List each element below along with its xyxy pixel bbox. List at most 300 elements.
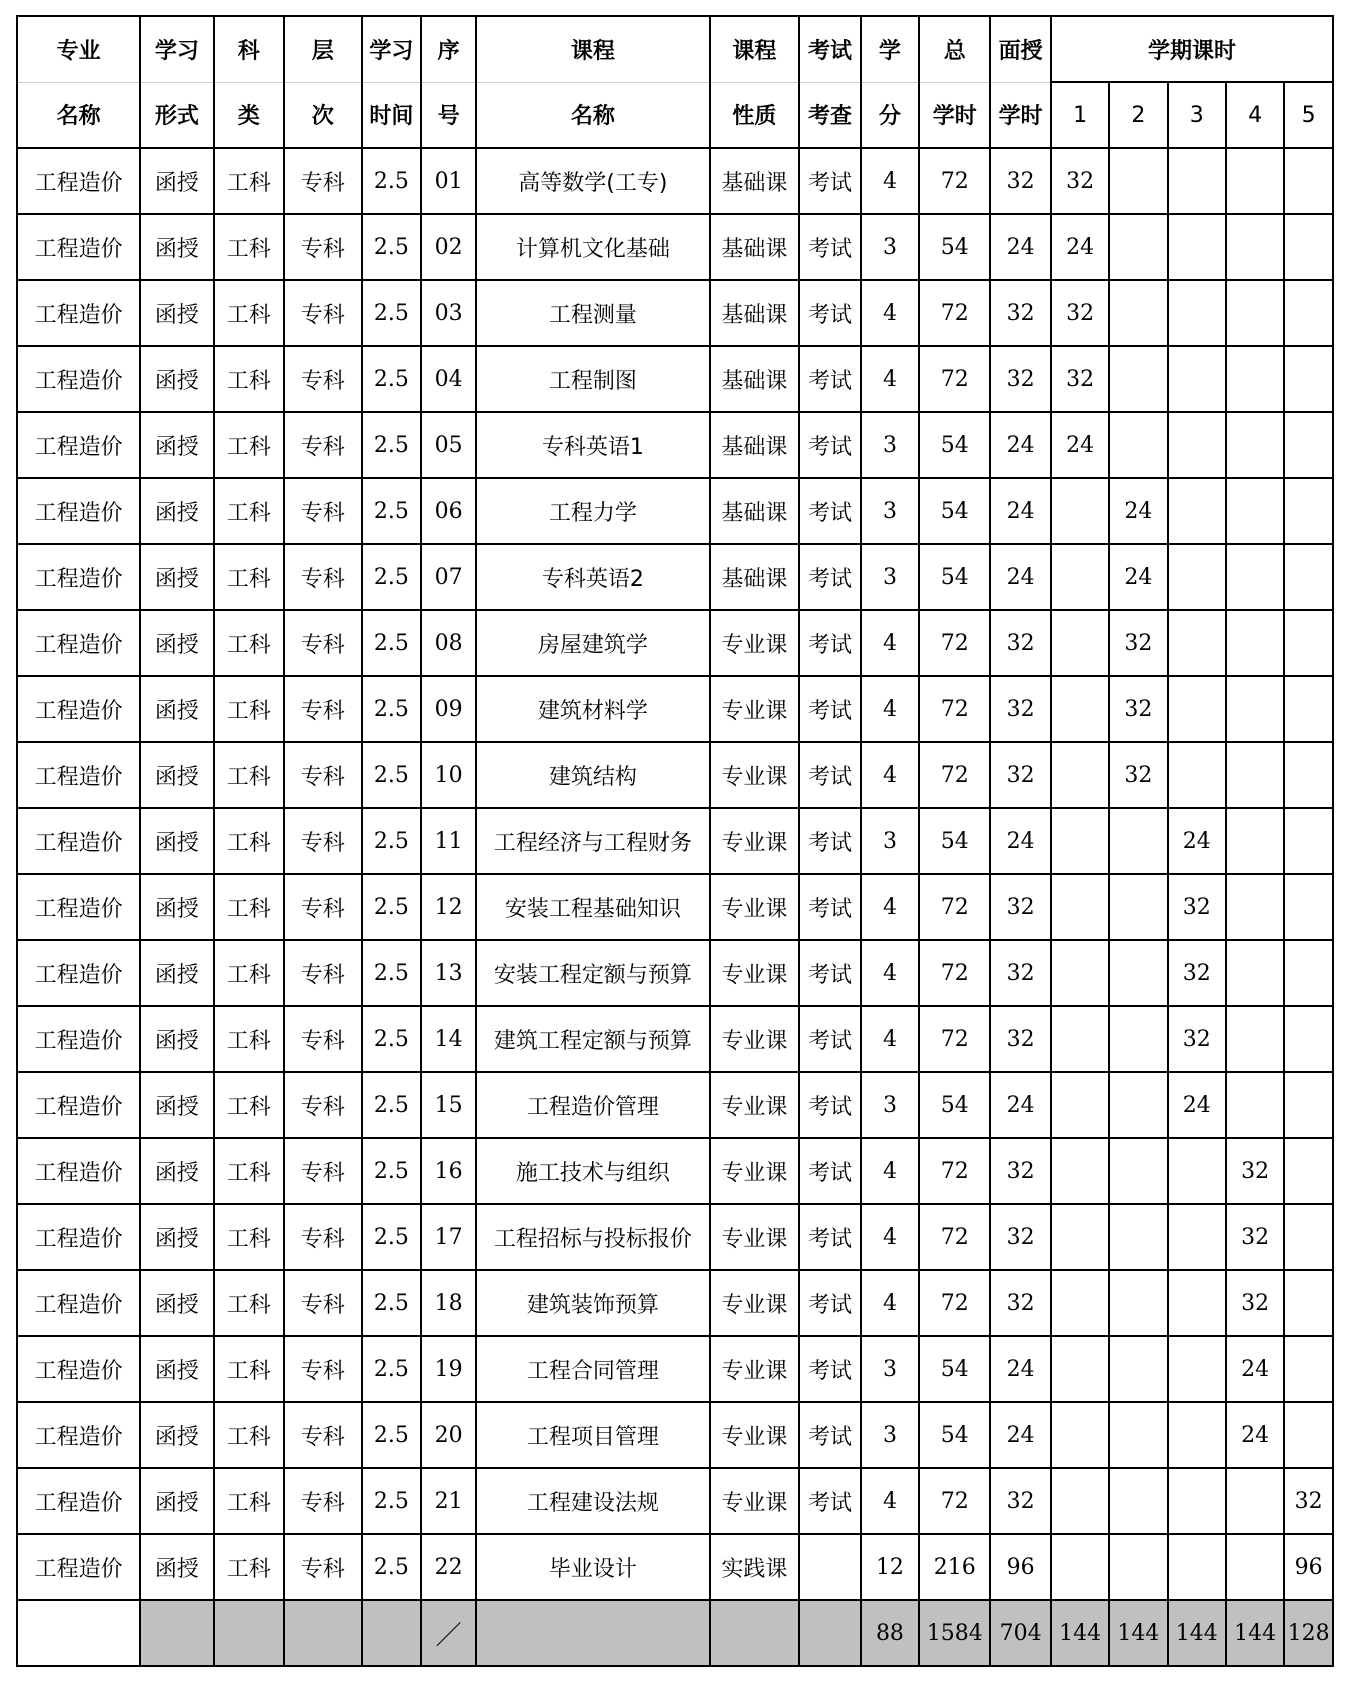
cell-category: 工科 bbox=[214, 544, 284, 610]
cell-category: 工科 bbox=[214, 1336, 284, 1402]
cell-credit: 3 bbox=[861, 478, 919, 544]
cell-total-hours: 54 bbox=[919, 1402, 990, 1468]
cell-face-hours: 24 bbox=[990, 808, 1051, 874]
table-row bbox=[17, 1270, 1333, 1336]
cell-term-3: 32 bbox=[1168, 1006, 1226, 1072]
cell-term-4 bbox=[1226, 1072, 1284, 1138]
cell-form: 函授 bbox=[140, 940, 213, 1006]
header-nature: 课程 bbox=[710, 16, 800, 82]
cell-nature: 专业课 bbox=[710, 610, 800, 676]
cell-total-hours: 72 bbox=[919, 1006, 990, 1072]
cell-level: 专科 bbox=[284, 544, 362, 610]
cell-term-2: 32 bbox=[1109, 742, 1167, 808]
cell-form: 函授 bbox=[140, 1534, 213, 1600]
cell-number: 05 bbox=[421, 412, 476, 478]
cell-term-4 bbox=[1226, 676, 1284, 742]
cell-face-hours: 24 bbox=[990, 1336, 1051, 1402]
cell-number: 02 bbox=[421, 214, 476, 280]
cell-term-5 bbox=[1284, 214, 1333, 280]
cell-level: 专科 bbox=[284, 148, 362, 214]
cell-total-hours: 72 bbox=[919, 1204, 990, 1270]
cell-term-1: 32 bbox=[1051, 346, 1109, 412]
cell-exam: 考试 bbox=[799, 1402, 861, 1468]
cell-exam: 考试 bbox=[799, 874, 861, 940]
cell-credit: 12 bbox=[861, 1534, 919, 1600]
cell-major: 工程造价 bbox=[17, 478, 140, 544]
cell-term-5 bbox=[1284, 544, 1333, 610]
cell-term-2 bbox=[1109, 808, 1167, 874]
header-row-1 bbox=[17, 16, 1333, 82]
cell-number: 10 bbox=[421, 742, 476, 808]
cell-term-1 bbox=[1051, 742, 1109, 808]
cell-credit: 3 bbox=[861, 808, 919, 874]
cell-major: 工程造价 bbox=[17, 1204, 140, 1270]
cell-nature: 专业课 bbox=[710, 808, 800, 874]
totals-label-cell bbox=[17, 1600, 140, 1666]
header-major: 专业 bbox=[17, 16, 140, 82]
cell-term-2 bbox=[1109, 1336, 1167, 1402]
table-row bbox=[17, 1204, 1333, 1270]
table-row bbox=[17, 874, 1333, 940]
cell-number: 16 bbox=[421, 1138, 476, 1204]
cell-form: 函授 bbox=[140, 1072, 213, 1138]
header-face-hours: 面授 bbox=[990, 16, 1051, 82]
cell-term-3 bbox=[1168, 1336, 1226, 1402]
cell-term-5 bbox=[1284, 1402, 1333, 1468]
header-level-2: 次 bbox=[284, 82, 362, 148]
cell-face-hours: 24 bbox=[990, 214, 1051, 280]
cell-course: 毕业设计 bbox=[476, 1534, 709, 1600]
cell-term-4: 24 bbox=[1226, 1336, 1284, 1402]
cell-total-hours: 72 bbox=[919, 676, 990, 742]
header-total-hours-2: 学时 bbox=[919, 82, 990, 148]
cell-term-4 bbox=[1226, 346, 1284, 412]
cell-years: 2.5 bbox=[362, 1270, 421, 1336]
cell-term-3 bbox=[1168, 1534, 1226, 1600]
cell-level: 专科 bbox=[284, 412, 362, 478]
cell-face-hours: 32 bbox=[990, 610, 1051, 676]
cell-credit: 3 bbox=[861, 1402, 919, 1468]
table-row bbox=[17, 280, 1333, 346]
totals-empty-cell bbox=[710, 1600, 800, 1666]
cell-years: 2.5 bbox=[362, 478, 421, 544]
cell-years: 2.5 bbox=[362, 1138, 421, 1204]
cell-total-hours: 54 bbox=[919, 544, 990, 610]
cell-nature: 实践课 bbox=[710, 1534, 800, 1600]
cell-years: 2.5 bbox=[362, 1006, 421, 1072]
cell-number: 08 bbox=[421, 610, 476, 676]
cell-years: 2.5 bbox=[362, 1336, 421, 1402]
header-term-2: 2 bbox=[1109, 82, 1167, 148]
header-face-hours-2: 学时 bbox=[990, 82, 1051, 148]
cell-years: 2.5 bbox=[362, 742, 421, 808]
cell-nature: 专业课 bbox=[710, 676, 800, 742]
cell-credit: 4 bbox=[861, 940, 919, 1006]
cell-exam bbox=[799, 1534, 861, 1600]
cell-number: 15 bbox=[421, 1072, 476, 1138]
cell-major: 工程造价 bbox=[17, 874, 140, 940]
cell-term-2 bbox=[1109, 214, 1167, 280]
cell-total-hours: 54 bbox=[919, 214, 990, 280]
cell-level: 专科 bbox=[284, 610, 362, 676]
cell-term-1: 32 bbox=[1051, 148, 1109, 214]
cell-credit: 4 bbox=[861, 346, 919, 412]
header-course-2: 名称 bbox=[476, 82, 709, 148]
cell-form: 函授 bbox=[140, 1336, 213, 1402]
totals-empty-cell bbox=[214, 1600, 284, 1666]
cell-years: 2.5 bbox=[362, 874, 421, 940]
totals-term-5: 128 bbox=[1284, 1600, 1333, 1666]
cell-term-4: 32 bbox=[1226, 1138, 1284, 1204]
cell-major: 工程造价 bbox=[17, 610, 140, 676]
cell-term-1 bbox=[1051, 1138, 1109, 1204]
table-row bbox=[17, 676, 1333, 742]
cell-term-2 bbox=[1109, 940, 1167, 1006]
totals-empty-cell bbox=[476, 1600, 709, 1666]
cell-total-hours: 54 bbox=[919, 478, 990, 544]
cell-nature: 基础课 bbox=[710, 214, 800, 280]
cell-credit: 4 bbox=[861, 280, 919, 346]
table-row bbox=[17, 1072, 1333, 1138]
cell-term-5 bbox=[1284, 1270, 1333, 1336]
cell-term-1 bbox=[1051, 808, 1109, 874]
cell-years: 2.5 bbox=[362, 346, 421, 412]
cell-form: 函授 bbox=[140, 1204, 213, 1270]
cell-term-1: 24 bbox=[1051, 412, 1109, 478]
cell-major: 工程造价 bbox=[17, 1402, 140, 1468]
cell-category: 工科 bbox=[214, 1534, 284, 1600]
cell-major: 工程造价 bbox=[17, 1072, 140, 1138]
cell-form: 函授 bbox=[140, 1138, 213, 1204]
cell-term-5: 32 bbox=[1284, 1468, 1333, 1534]
header-term-1: 1 bbox=[1051, 82, 1109, 148]
cell-major: 工程造价 bbox=[17, 214, 140, 280]
cell-exam: 考试 bbox=[799, 1468, 861, 1534]
cell-form: 函授 bbox=[140, 1402, 213, 1468]
cell-form: 函授 bbox=[140, 874, 213, 940]
totals-term-1: 144 bbox=[1051, 1600, 1109, 1666]
table-row bbox=[17, 478, 1333, 544]
totals-empty-cell bbox=[140, 1600, 213, 1666]
table-row bbox=[17, 346, 1333, 412]
cell-exam: 考试 bbox=[799, 940, 861, 1006]
cell-term-2 bbox=[1109, 874, 1167, 940]
cell-level: 专科 bbox=[284, 478, 362, 544]
cell-nature: 专业课 bbox=[710, 1006, 800, 1072]
cell-term-5 bbox=[1284, 808, 1333, 874]
cell-category: 工科 bbox=[214, 1006, 284, 1072]
cell-face-hours: 32 bbox=[990, 940, 1051, 1006]
cell-face-hours: 32 bbox=[990, 148, 1051, 214]
cell-level: 专科 bbox=[284, 742, 362, 808]
cell-term-3 bbox=[1168, 544, 1226, 610]
cell-form: 函授 bbox=[140, 1468, 213, 1534]
cell-term-4 bbox=[1226, 280, 1284, 346]
cell-term-3 bbox=[1168, 412, 1226, 478]
cell-years: 2.5 bbox=[362, 280, 421, 346]
cell-credit: 4 bbox=[861, 874, 919, 940]
totals-term-4: 144 bbox=[1226, 1600, 1284, 1666]
table-row bbox=[17, 610, 1333, 676]
cell-term-4: 32 bbox=[1226, 1204, 1284, 1270]
cell-term-1 bbox=[1051, 1072, 1109, 1138]
cell-course: 工程合同管理 bbox=[476, 1336, 709, 1402]
cell-category: 工科 bbox=[214, 1204, 284, 1270]
cell-term-2 bbox=[1109, 1006, 1167, 1072]
cell-major: 工程造价 bbox=[17, 148, 140, 214]
header-number-2: 号 bbox=[421, 82, 476, 148]
cell-nature: 专业课 bbox=[710, 874, 800, 940]
cell-face-hours: 24 bbox=[990, 412, 1051, 478]
cell-course: 安装工程定额与预算 bbox=[476, 940, 709, 1006]
cell-term-2 bbox=[1109, 1072, 1167, 1138]
cell-major: 工程造价 bbox=[17, 412, 140, 478]
cell-category: 工科 bbox=[214, 280, 284, 346]
cell-term-2 bbox=[1109, 1534, 1167, 1600]
cell-total-hours: 72 bbox=[919, 1138, 990, 1204]
cell-course: 房屋建筑学 bbox=[476, 610, 709, 676]
table-body bbox=[17, 148, 1333, 1600]
cell-number: 13 bbox=[421, 940, 476, 1006]
totals-row bbox=[17, 1600, 1333, 1666]
cell-major: 工程造价 bbox=[17, 742, 140, 808]
cell-term-4 bbox=[1226, 1006, 1284, 1072]
cell-number: 22 bbox=[421, 1534, 476, 1600]
cell-course: 建筑材料学 bbox=[476, 676, 709, 742]
cell-years: 2.5 bbox=[362, 1072, 421, 1138]
cell-term-3 bbox=[1168, 346, 1226, 412]
cell-term-2: 32 bbox=[1109, 610, 1167, 676]
cell-term-4 bbox=[1226, 148, 1284, 214]
header-number: 序 bbox=[421, 16, 476, 82]
cell-exam: 考试 bbox=[799, 742, 861, 808]
header-term-3: 3 bbox=[1168, 82, 1226, 148]
cell-category: 工科 bbox=[214, 940, 284, 1006]
cell-number: 07 bbox=[421, 544, 476, 610]
cell-years: 2.5 bbox=[362, 1402, 421, 1468]
cell-term-4 bbox=[1226, 742, 1284, 808]
cell-term-1: 24 bbox=[1051, 214, 1109, 280]
cell-level: 专科 bbox=[284, 1270, 362, 1336]
cell-course: 高等数学(工专) bbox=[476, 148, 709, 214]
cell-course: 工程力学 bbox=[476, 478, 709, 544]
header-form: 学习 bbox=[140, 16, 213, 82]
cell-number: 11 bbox=[421, 808, 476, 874]
cell-category: 工科 bbox=[214, 1138, 284, 1204]
cell-category: 工科 bbox=[214, 346, 284, 412]
cell-form: 函授 bbox=[140, 742, 213, 808]
cell-term-5 bbox=[1284, 1006, 1333, 1072]
cell-level: 专科 bbox=[284, 676, 362, 742]
cell-term-4 bbox=[1226, 610, 1284, 676]
cell-total-hours: 72 bbox=[919, 940, 990, 1006]
cell-number: 12 bbox=[421, 874, 476, 940]
cell-term-5 bbox=[1284, 1072, 1333, 1138]
cell-years: 2.5 bbox=[362, 1534, 421, 1600]
header-term-5: 5 bbox=[1284, 82, 1333, 148]
cell-term-3: 24 bbox=[1168, 1072, 1226, 1138]
cell-total-hours: 72 bbox=[919, 1270, 990, 1336]
cell-nature: 专业课 bbox=[710, 1336, 800, 1402]
cell-term-5 bbox=[1284, 742, 1333, 808]
cell-total-hours: 72 bbox=[919, 148, 990, 214]
cell-nature: 基础课 bbox=[710, 346, 800, 412]
cell-course: 工程招标与投标报价 bbox=[476, 1204, 709, 1270]
cell-level: 专科 bbox=[284, 214, 362, 280]
header-form-2: 形式 bbox=[140, 82, 213, 148]
cell-credit: 3 bbox=[861, 1336, 919, 1402]
course-schedule-table bbox=[16, 15, 1334, 1667]
cell-level: 专科 bbox=[284, 1138, 362, 1204]
cell-term-3 bbox=[1168, 676, 1226, 742]
cell-total-hours: 72 bbox=[919, 280, 990, 346]
cell-total-hours: 54 bbox=[919, 808, 990, 874]
cell-total-hours: 54 bbox=[919, 1336, 990, 1402]
cell-form: 函授 bbox=[140, 280, 213, 346]
cell-category: 工科 bbox=[214, 1468, 284, 1534]
table-row bbox=[17, 940, 1333, 1006]
cell-number: 06 bbox=[421, 478, 476, 544]
cell-exam: 考试 bbox=[799, 1204, 861, 1270]
cell-form: 函授 bbox=[140, 610, 213, 676]
cell-term-3 bbox=[1168, 1270, 1226, 1336]
cell-nature: 基础课 bbox=[710, 544, 800, 610]
cell-term-5 bbox=[1284, 874, 1333, 940]
cell-major: 工程造价 bbox=[17, 544, 140, 610]
cell-major: 工程造价 bbox=[17, 1270, 140, 1336]
table-row bbox=[17, 1138, 1333, 1204]
cell-term-1: 32 bbox=[1051, 280, 1109, 346]
cell-category: 工科 bbox=[214, 478, 284, 544]
cell-nature: 基础课 bbox=[710, 478, 800, 544]
cell-major: 工程造价 bbox=[17, 1336, 140, 1402]
cell-level: 专科 bbox=[284, 1468, 362, 1534]
header-exam: 考试 bbox=[799, 16, 861, 82]
cell-term-2 bbox=[1109, 1402, 1167, 1468]
cell-term-5 bbox=[1284, 1204, 1333, 1270]
cell-term-3 bbox=[1168, 148, 1226, 214]
cell-category: 工科 bbox=[214, 412, 284, 478]
cell-term-5 bbox=[1284, 346, 1333, 412]
cell-term-5 bbox=[1284, 676, 1333, 742]
cell-number: 19 bbox=[421, 1336, 476, 1402]
cell-term-2 bbox=[1109, 1138, 1167, 1204]
header-course: 课程 bbox=[476, 16, 709, 82]
cell-years: 2.5 bbox=[362, 544, 421, 610]
cell-term-3 bbox=[1168, 1138, 1226, 1204]
cell-total-hours: 54 bbox=[919, 1072, 990, 1138]
cell-course: 工程建设法规 bbox=[476, 1468, 709, 1534]
cell-term-4 bbox=[1226, 214, 1284, 280]
cell-course: 施工技术与组织 bbox=[476, 1138, 709, 1204]
table-row bbox=[17, 544, 1333, 610]
cell-total-hours: 72 bbox=[919, 742, 990, 808]
cell-term-3 bbox=[1168, 1204, 1226, 1270]
totals-credit: 88 bbox=[861, 1600, 919, 1666]
cell-course: 计算机文化基础 bbox=[476, 214, 709, 280]
cell-number: 14 bbox=[421, 1006, 476, 1072]
cell-exam: 考试 bbox=[799, 280, 861, 346]
cell-category: 工科 bbox=[214, 1072, 284, 1138]
cell-nature: 专业课 bbox=[710, 1402, 800, 1468]
cell-category: 工科 bbox=[214, 874, 284, 940]
cell-category: 工科 bbox=[214, 610, 284, 676]
cell-term-2 bbox=[1109, 346, 1167, 412]
cell-major: 工程造价 bbox=[17, 940, 140, 1006]
cell-level: 专科 bbox=[284, 346, 362, 412]
cell-years: 2.5 bbox=[362, 412, 421, 478]
cell-major: 工程造价 bbox=[17, 1006, 140, 1072]
cell-form: 函授 bbox=[140, 214, 213, 280]
cell-form: 函授 bbox=[140, 1270, 213, 1336]
cell-credit: 4 bbox=[861, 610, 919, 676]
cell-exam: 考试 bbox=[799, 478, 861, 544]
cell-exam: 考试 bbox=[799, 1138, 861, 1204]
cell-face-hours: 32 bbox=[990, 676, 1051, 742]
cell-number: 20 bbox=[421, 1402, 476, 1468]
cell-face-hours: 32 bbox=[990, 1270, 1051, 1336]
header-major-2: 名称 bbox=[17, 82, 140, 148]
cell-term-3: 32 bbox=[1168, 874, 1226, 940]
cell-term-5 bbox=[1284, 478, 1333, 544]
table-row bbox=[17, 1336, 1333, 1402]
cell-term-5 bbox=[1284, 1138, 1333, 1204]
cell-nature: 专业课 bbox=[710, 1270, 800, 1336]
cell-face-hours: 24 bbox=[990, 478, 1051, 544]
cell-number: 01 bbox=[421, 148, 476, 214]
table-row bbox=[17, 1534, 1333, 1600]
cell-level: 专科 bbox=[284, 1402, 362, 1468]
cell-total-hours: 72 bbox=[919, 610, 990, 676]
cell-number: 18 bbox=[421, 1270, 476, 1336]
cell-term-4 bbox=[1226, 1534, 1284, 1600]
header-level: 层 bbox=[284, 16, 362, 82]
cell-term-1 bbox=[1051, 1468, 1109, 1534]
cell-years: 2.5 bbox=[362, 1468, 421, 1534]
cell-form: 函授 bbox=[140, 544, 213, 610]
cell-form: 函授 bbox=[140, 148, 213, 214]
cell-credit: 3 bbox=[861, 544, 919, 610]
cell-form: 函授 bbox=[140, 478, 213, 544]
cell-term-4 bbox=[1226, 1468, 1284, 1534]
cell-form: 函授 bbox=[140, 676, 213, 742]
header-category: 科 bbox=[214, 16, 284, 82]
header-term-hours: 学期课时 bbox=[1051, 16, 1333, 82]
cell-years: 2.5 bbox=[362, 808, 421, 874]
table-row bbox=[17, 1006, 1333, 1072]
cell-major: 工程造价 bbox=[17, 1534, 140, 1600]
cell-term-4 bbox=[1226, 940, 1284, 1006]
cell-face-hours: 96 bbox=[990, 1534, 1051, 1600]
cell-exam: 考试 bbox=[799, 1072, 861, 1138]
cell-nature: 专业课 bbox=[710, 1204, 800, 1270]
header-years-2: 时间 bbox=[362, 82, 421, 148]
totals-empty-cell bbox=[362, 1600, 421, 1666]
totals-slash: ／ bbox=[421, 1600, 476, 1666]
cell-term-3 bbox=[1168, 610, 1226, 676]
cell-term-3 bbox=[1168, 214, 1226, 280]
cell-level: 专科 bbox=[284, 1204, 362, 1270]
cell-credit: 3 bbox=[861, 1072, 919, 1138]
cell-major: 工程造价 bbox=[17, 1468, 140, 1534]
cell-years: 2.5 bbox=[362, 214, 421, 280]
cell-term-5 bbox=[1284, 148, 1333, 214]
cell-term-1 bbox=[1051, 544, 1109, 610]
header-credit: 学 bbox=[861, 16, 919, 82]
cell-face-hours: 32 bbox=[990, 1204, 1051, 1270]
cell-form: 函授 bbox=[140, 1006, 213, 1072]
cell-nature: 专业课 bbox=[710, 940, 800, 1006]
